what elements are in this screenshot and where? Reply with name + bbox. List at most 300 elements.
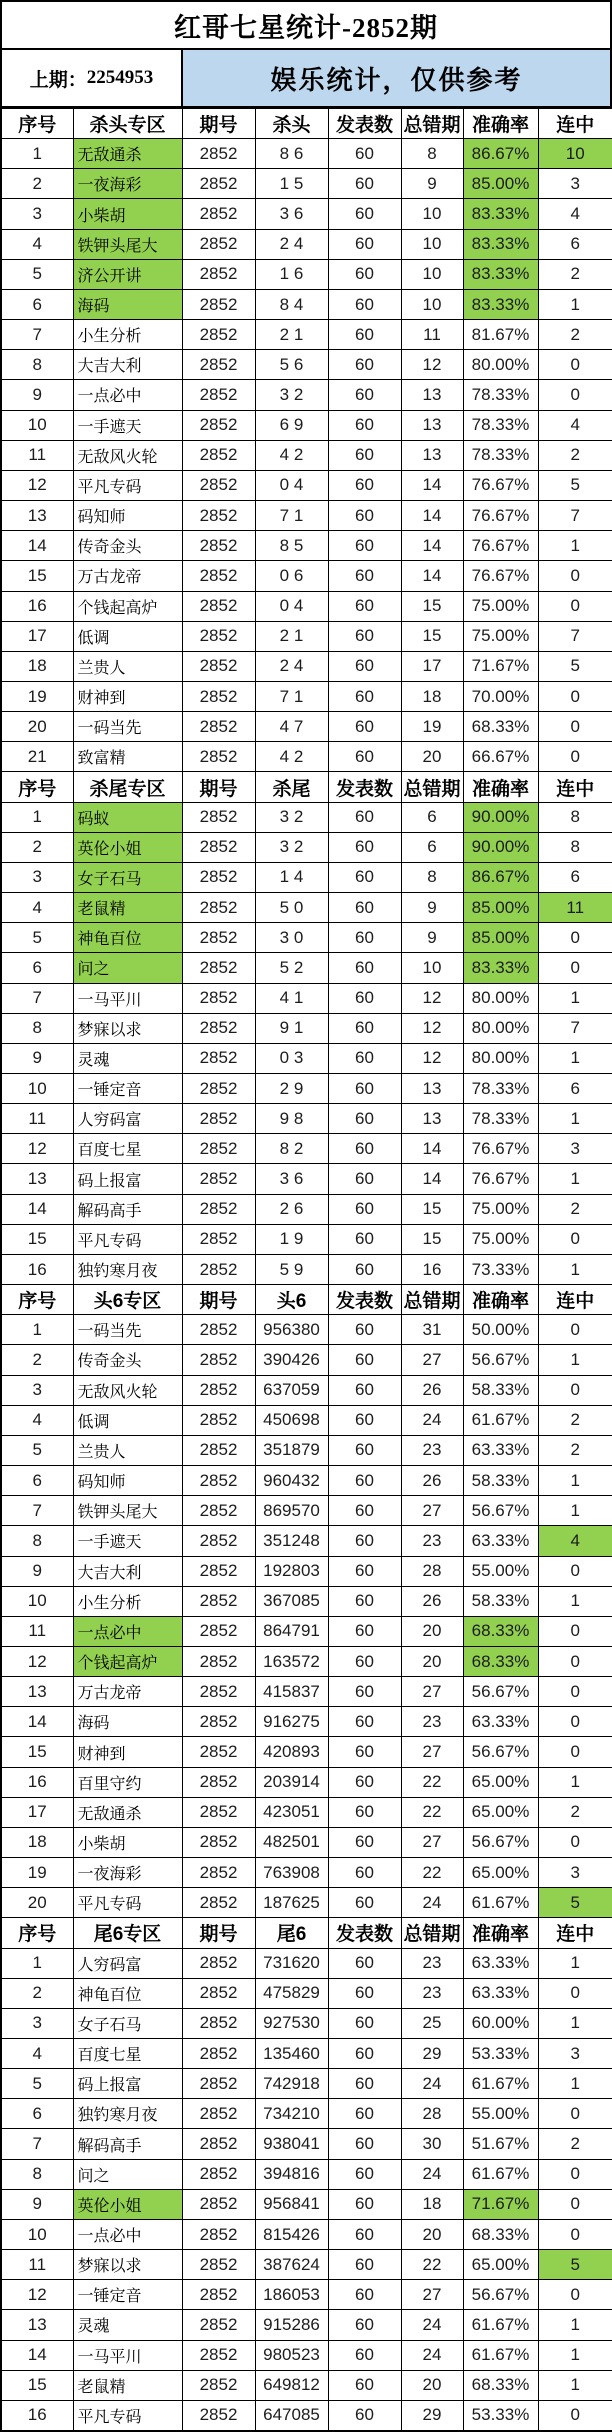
table-row (1, 742, 612, 772)
value-cell: 4 2 (255, 742, 328, 772)
zone-cell: 问之 (73, 2159, 182, 2189)
zone-cell: 财神到 (73, 681, 182, 711)
streak-cell: 2 (538, 2129, 612, 2159)
accuracy-cell: 76.67% (463, 531, 538, 561)
streak-cell: 0 (538, 2219, 612, 2249)
streak-cell: 1 (538, 289, 612, 319)
zone-cell: 人穷码富 (73, 1948, 182, 1978)
issue-cell: 2852 (182, 350, 255, 380)
index-cell: 9 (1, 380, 73, 410)
published-cell: 60 (328, 1466, 401, 1496)
accuracy-cell: 83.33% (463, 953, 538, 983)
errors-cell: 12 (401, 1043, 463, 1073)
index-cell: 17 (1, 621, 73, 651)
streak-cell: 3 (538, 1134, 612, 1164)
errors-cell: 9 (401, 169, 463, 199)
accuracy-cell: 58.33% (463, 1375, 538, 1405)
table-row (1, 2280, 612, 2310)
published-cell: 60 (328, 1224, 401, 1254)
published-cell: 60 (328, 1345, 401, 1375)
errors-cell: 14 (401, 1164, 463, 1194)
zone-cell: 神龟百位 (73, 1978, 182, 2008)
issue-cell: 2852 (182, 2370, 255, 2400)
zone-cell: 灵魂 (73, 1043, 182, 1073)
column-header-zone: 杀尾专区 (73, 772, 182, 802)
zone-cell: 小生分析 (73, 320, 182, 350)
errors-cell: 20 (401, 742, 463, 772)
zone-cell: 兰贵人 (73, 651, 182, 681)
issue-cell: 2852 (182, 1797, 255, 1827)
value-cell: 351248 (255, 1526, 328, 1556)
streak-cell: 3 (538, 2039, 612, 2069)
index-cell: 18 (1, 651, 73, 681)
errors-cell: 9 (401, 893, 463, 923)
zone-cell: 老鼠精 (73, 893, 182, 923)
errors-cell: 23 (401, 1707, 463, 1737)
published-cell: 60 (328, 2099, 401, 2129)
errors-cell: 29 (401, 2400, 463, 2430)
published-cell: 60 (328, 1526, 401, 1556)
accuracy-cell: 73.33% (463, 1254, 538, 1284)
streak-cell: 0 (538, 953, 612, 983)
index-cell: 11 (1, 1104, 73, 1134)
accuracy-cell: 78.33% (463, 1104, 538, 1134)
published-cell: 60 (328, 259, 401, 289)
published-cell: 60 (328, 2310, 401, 2340)
zone-cell: 兰贵人 (73, 1435, 182, 1465)
value-cell: 2 9 (255, 1074, 328, 1104)
value-cell: 4 1 (255, 983, 328, 1013)
errors-cell: 12 (401, 983, 463, 1013)
published-cell: 60 (328, 1888, 401, 1918)
value-cell: 956380 (255, 1315, 328, 1345)
issue-cell: 2852 (182, 2219, 255, 2249)
accuracy-cell: 85.00% (463, 169, 538, 199)
accuracy-cell: 83.33% (463, 289, 538, 319)
index-cell: 5 (1, 923, 73, 953)
column-header-published: 发表数 (328, 772, 401, 802)
column-header-accuracy: 准确率 (463, 1285, 538, 1315)
streak-cell: 0 (538, 2159, 612, 2189)
accuracy-cell: 55.00% (463, 2099, 538, 2129)
table-row (1, 2159, 612, 2189)
accuracy-cell: 65.00% (463, 1767, 538, 1797)
column-header-streak: 连中 (538, 1918, 612, 1948)
index-cell: 5 (1, 259, 73, 289)
zone-cell: 济公开讲 (73, 259, 182, 289)
zone-cell: 老鼠精 (73, 2370, 182, 2400)
index-cell: 15 (1, 561, 73, 591)
errors-cell: 27 (401, 1345, 463, 1375)
index-cell: 12 (1, 470, 73, 500)
zone-cell: 神龟百位 (73, 923, 182, 953)
value-cell: 163572 (255, 1646, 328, 1676)
value-cell: 5 6 (255, 350, 328, 380)
errors-cell: 31 (401, 1315, 463, 1345)
streak-cell: 5 (538, 470, 612, 500)
published-cell: 60 (328, 169, 401, 199)
zone-cell: 个钱起高炉 (73, 1646, 182, 1676)
value-cell: 980523 (255, 2340, 328, 2370)
accuracy-cell: 81.67% (463, 320, 538, 350)
zone-cell: 一马平川 (73, 983, 182, 1013)
table-row (1, 1646, 612, 1676)
issue-cell: 2852 (182, 2340, 255, 2370)
issue-cell: 2852 (182, 259, 255, 289)
issue-cell: 2852 (182, 199, 255, 229)
published-cell: 60 (328, 1827, 401, 1857)
streak-cell: 8 (538, 802, 612, 832)
accuracy-cell: 65.00% (463, 2250, 538, 2280)
zone-cell: 一点必中 (73, 1616, 182, 1646)
errors-cell: 14 (401, 501, 463, 531)
published-cell: 60 (328, 139, 401, 169)
zone-cell: 大吉大利 (73, 350, 182, 380)
table-row (1, 1948, 612, 1978)
streak-cell: 1 (538, 531, 612, 561)
errors-cell: 13 (401, 440, 463, 470)
table-row (1, 501, 612, 531)
streak-cell: 10 (538, 139, 612, 169)
value-cell: 8 2 (255, 1134, 328, 1164)
issue-cell: 2852 (182, 893, 255, 923)
table-row (1, 1405, 612, 1435)
streak-cell: 1 (538, 2310, 612, 2340)
errors-cell: 14 (401, 1134, 463, 1164)
index-cell: 8 (1, 350, 73, 380)
table-header-row (1, 109, 612, 139)
zone-cell: 大吉大利 (73, 1556, 182, 1586)
value-cell: 1 6 (255, 259, 328, 289)
issue-cell: 2852 (182, 1948, 255, 1978)
index-cell: 4 (1, 893, 73, 923)
index-cell: 14 (1, 2340, 73, 2370)
table-row (1, 2219, 612, 2249)
issue-cell: 2852 (182, 531, 255, 561)
index-cell: 15 (1, 1224, 73, 1254)
table-row (1, 2008, 612, 2038)
streak-cell: 0 (538, 561, 612, 591)
streak-cell: 6 (538, 862, 612, 892)
index-cell: 17 (1, 1797, 73, 1827)
issue-cell: 2852 (182, 289, 255, 319)
issue-cell: 2852 (182, 802, 255, 832)
value-cell: 731620 (255, 1948, 328, 1978)
errors-cell: 22 (401, 1767, 463, 1797)
value-cell: 4 7 (255, 712, 328, 742)
index-cell: 14 (1, 1707, 73, 1737)
index-cell: 19 (1, 1858, 73, 1888)
column-header-value: 杀头 (255, 109, 328, 139)
published-cell: 60 (328, 1194, 401, 1224)
zone-cell: 低调 (73, 621, 182, 651)
streak-cell: 1 (538, 2069, 612, 2099)
streak-cell: 5 (538, 2250, 612, 2280)
table-row (1, 1466, 612, 1496)
errors-cell: 22 (401, 2250, 463, 2280)
accuracy-cell: 63.33% (463, 1978, 538, 2008)
index-cell: 10 (1, 1586, 73, 1616)
streak-cell: 0 (538, 2400, 612, 2430)
index-cell: 2 (1, 169, 73, 199)
accuracy-cell: 75.00% (463, 591, 538, 621)
errors-cell: 20 (401, 2370, 463, 2400)
table-row (1, 2340, 612, 2370)
errors-cell: 23 (401, 1526, 463, 1556)
value-cell: 1 4 (255, 862, 328, 892)
zone-cell: 致富精 (73, 742, 182, 772)
published-cell: 60 (328, 501, 401, 531)
table-row (1, 289, 612, 319)
errors-cell: 14 (401, 561, 463, 591)
errors-cell: 16 (401, 1254, 463, 1284)
errors-cell: 24 (401, 2159, 463, 2189)
published-cell: 60 (328, 832, 401, 862)
streak-cell: 0 (538, 2099, 612, 2129)
zone-cell: 独钓寒月夜 (73, 1254, 182, 1284)
value-cell: 9 8 (255, 1104, 328, 1134)
index-cell: 15 (1, 1737, 73, 1767)
index-cell: 2 (1, 1345, 73, 1375)
zone-cell: 铁钾头尾大 (73, 229, 182, 259)
column-header-streak: 连中 (538, 772, 612, 802)
index-cell: 18 (1, 1827, 73, 1857)
streak-cell: 4 (538, 1526, 612, 1556)
streak-cell: 0 (538, 591, 612, 621)
index-cell: 6 (1, 953, 73, 983)
published-cell: 60 (328, 2280, 401, 2310)
streak-cell: 6 (538, 229, 612, 259)
page-title: 红哥七星统计-2852期 (0, 0, 612, 50)
value-cell: 2 6 (255, 1194, 328, 1224)
value-cell: 927530 (255, 2008, 328, 2038)
table-row (1, 1526, 612, 1556)
accuracy-cell: 85.00% (463, 893, 538, 923)
accuracy-cell: 60.00% (463, 2008, 538, 2038)
issue-cell: 2852 (182, 2189, 255, 2219)
streak-cell: 1 (538, 1164, 612, 1194)
accuracy-cell: 56.67% (463, 1677, 538, 1707)
zone-cell: 海码 (73, 289, 182, 319)
value-cell: 5 2 (255, 953, 328, 983)
streak-cell: 5 (538, 1888, 612, 1918)
streak-cell: 2 (538, 1405, 612, 1435)
streak-cell: 8 (538, 832, 612, 862)
zone-cell: 财神到 (73, 1737, 182, 1767)
table-row (1, 1224, 612, 1254)
column-header-zone: 头6专区 (73, 1285, 182, 1315)
column-header-index: 序号 (1, 1285, 73, 1315)
streak-cell: 7 (538, 501, 612, 531)
zone-cell: 码蚁 (73, 802, 182, 832)
accuracy-cell: 75.00% (463, 1224, 538, 1254)
table-row (1, 139, 612, 169)
published-cell: 60 (328, 531, 401, 561)
index-cell: 4 (1, 229, 73, 259)
index-cell: 12 (1, 2280, 73, 2310)
zone-cell: 解码高手 (73, 1194, 182, 1224)
issue-cell: 2852 (182, 1827, 255, 1857)
index-cell: 6 (1, 1466, 73, 1496)
errors-cell: 13 (401, 1104, 463, 1134)
errors-cell: 24 (401, 1888, 463, 1918)
issue-cell: 2852 (182, 1888, 255, 1918)
column-header-value: 杀尾 (255, 772, 328, 802)
accuracy-cell: 83.33% (463, 259, 538, 289)
index-cell: 6 (1, 289, 73, 319)
errors-cell: 14 (401, 470, 463, 500)
table-row (1, 1707, 612, 1737)
index-cell: 11 (1, 2250, 73, 2280)
table-row (1, 169, 612, 199)
streak-cell: 3 (538, 1858, 612, 1888)
index-cell: 10 (1, 2219, 73, 2249)
table-row (1, 712, 612, 742)
streak-cell: 0 (538, 1556, 612, 1586)
index-cell: 6 (1, 2099, 73, 2129)
published-cell: 60 (328, 1104, 401, 1134)
streak-cell: 0 (538, 350, 612, 380)
zone-cell: 一点必中 (73, 380, 182, 410)
issue-cell: 2852 (182, 320, 255, 350)
zone-cell: 百度七星 (73, 2039, 182, 2069)
issue-cell: 2852 (182, 1526, 255, 1556)
streak-cell: 0 (538, 681, 612, 711)
issue-cell: 2852 (182, 169, 255, 199)
published-cell: 60 (328, 1496, 401, 1526)
errors-cell: 28 (401, 1556, 463, 1586)
published-cell: 60 (328, 1375, 401, 1405)
streak-cell: 2 (538, 440, 612, 470)
streak-cell: 5 (538, 651, 612, 681)
index-cell: 1 (1, 139, 73, 169)
errors-cell: 27 (401, 1737, 463, 1767)
zone-cell: 一点必中 (73, 2219, 182, 2249)
streak-cell: 1 (538, 1254, 612, 1284)
accuracy-cell: 63.33% (463, 1948, 538, 1978)
published-cell: 60 (328, 1948, 401, 1978)
value-cell: 6 9 (255, 410, 328, 440)
value-cell: 0 3 (255, 1043, 328, 1073)
column-header-errors: 总错期 (401, 772, 463, 802)
accuracy-cell: 78.33% (463, 1074, 538, 1104)
index-cell: 12 (1, 1646, 73, 1676)
zone-cell: 梦寐以求 (73, 2250, 182, 2280)
value-cell: 763908 (255, 1858, 328, 1888)
index-cell: 3 (1, 199, 73, 229)
errors-cell: 10 (401, 953, 463, 983)
table-header-row (1, 1918, 612, 1948)
accuracy-cell: 55.00% (463, 1556, 538, 1586)
index-cell: 3 (1, 1375, 73, 1405)
streak-cell: 2 (538, 1435, 612, 1465)
zone-cell: 平凡专码 (73, 1224, 182, 1254)
errors-cell: 19 (401, 712, 463, 742)
table-row (1, 1797, 612, 1827)
published-cell: 60 (328, 621, 401, 651)
table-row (1, 591, 612, 621)
accuracy-cell: 78.33% (463, 410, 538, 440)
table-row (1, 1677, 612, 1707)
published-cell: 60 (328, 862, 401, 892)
index-cell: 9 (1, 1556, 73, 1586)
table-row (1, 2039, 612, 2069)
value-cell: 649812 (255, 2370, 328, 2400)
value-cell: 387624 (255, 2250, 328, 2280)
index-cell: 4 (1, 1405, 73, 1435)
table-header-row (1, 772, 612, 802)
errors-cell: 14 (401, 531, 463, 561)
published-cell: 60 (328, 1978, 401, 2008)
published-cell: 60 (328, 1254, 401, 1284)
published-cell: 60 (328, 320, 401, 350)
published-cell: 60 (328, 440, 401, 470)
table-row (1, 2250, 612, 2280)
index-cell: 7 (1, 2129, 73, 2159)
disclaimer-banner: 娱乐统计，仅供参考 (183, 50, 610, 106)
accuracy-cell: 80.00% (463, 983, 538, 1013)
issue-cell: 2852 (182, 923, 255, 953)
zone-cell: 码上报富 (73, 1164, 182, 1194)
value-cell: 8 6 (255, 139, 328, 169)
column-header-zone: 尾6专区 (73, 1918, 182, 1948)
table-row (1, 320, 612, 350)
streak-cell: 6 (538, 1074, 612, 1104)
index-cell: 3 (1, 862, 73, 892)
table-row (1, 651, 612, 681)
accuracy-cell: 63.33% (463, 1707, 538, 1737)
value-cell: 3 6 (255, 199, 328, 229)
index-cell: 16 (1, 2400, 73, 2430)
issue-cell: 2852 (182, 862, 255, 892)
published-cell: 60 (328, 2370, 401, 2400)
table-row (1, 350, 612, 380)
value-cell: 2 4 (255, 651, 328, 681)
column-header-issue: 期号 (182, 772, 255, 802)
table-row (1, 1254, 612, 1284)
value-cell: 203914 (255, 1767, 328, 1797)
errors-cell: 10 (401, 289, 463, 319)
value-cell: 3 6 (255, 1164, 328, 1194)
streak-cell: 1 (538, 1496, 612, 1526)
published-cell: 60 (328, 289, 401, 319)
accuracy-cell: 58.33% (463, 1586, 538, 1616)
index-cell: 12 (1, 1134, 73, 1164)
table-row (1, 470, 612, 500)
published-cell: 60 (328, 893, 401, 923)
errors-cell: 24 (401, 2069, 463, 2099)
index-cell: 9 (1, 1043, 73, 1073)
errors-cell: 10 (401, 229, 463, 259)
accuracy-cell: 71.67% (463, 2189, 538, 2219)
published-cell: 60 (328, 742, 401, 772)
issue-cell: 2852 (182, 2069, 255, 2099)
accuracy-cell: 63.33% (463, 1526, 538, 1556)
errors-cell: 13 (401, 410, 463, 440)
errors-cell: 23 (401, 1948, 463, 1978)
table-row (1, 2370, 612, 2400)
column-header-zone: 杀头专区 (73, 109, 182, 139)
column-header-issue: 期号 (182, 1285, 255, 1315)
streak-cell: 4 (538, 199, 612, 229)
accuracy-cell: 56.67% (463, 1737, 538, 1767)
streak-cell: 4 (538, 410, 612, 440)
accuracy-cell: 83.33% (463, 199, 538, 229)
table-row (1, 2310, 612, 2340)
index-cell: 4 (1, 2039, 73, 2069)
issue-cell: 2852 (182, 1104, 255, 1134)
value-cell: 135460 (255, 2039, 328, 2069)
